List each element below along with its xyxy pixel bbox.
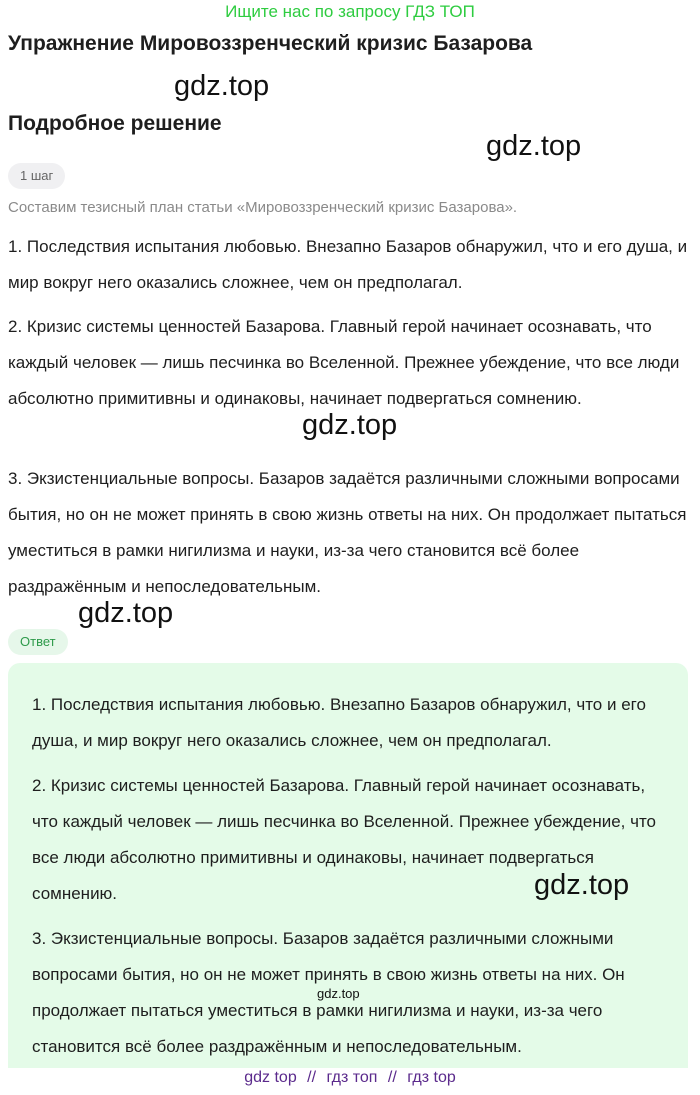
footer-separator: // (387, 1069, 397, 1086)
footer-link[interactable]: гдз топ (326, 1069, 378, 1086)
watermark: gdz.top (302, 409, 398, 441)
page-title: Упражнение Мировоззренческий кризис Базарова (8, 32, 533, 55)
footer-separator: // (307, 1069, 317, 1086)
footer-link[interactable]: гдз top (407, 1069, 456, 1086)
watermark: gdz.top (317, 986, 360, 1001)
watermark: gdz.top (174, 70, 270, 102)
section-title: Подробное решение (8, 112, 222, 135)
step-badge: 1 шаг (8, 163, 65, 189)
footer-link[interactable]: gdz top (244, 1069, 297, 1086)
answer-paragraph: 1. Последствия испытания любовью. Внезапно Базаров обнаружил, что и его душа, и мир вокруг него оказались сложнее, чем он предполагал. (32, 695, 646, 750)
watermark: gdz.top (486, 130, 582, 162)
answer-paragraph: 2. Кризис системы ценностей Базарова. Главный герой начинает осознавать, что каждый человек — лишь песчинка во Вселенной. Прежнее убеждение, что все люди абсолютно примитивны и одинаковы, начинает подвергаться сомнению. (32, 776, 657, 903)
watermark: gdz.top (78, 597, 174, 629)
footer-links (0, 1069, 700, 1087)
solution-paragraph: 2. Кризис системы ценностей Базарова. Главный герой начинает осознавать, что каждый человек — лишь песчинка во Вселенной. Прежнее убеждение, что все люди абсолютно примитивны и одинаковы, начинает подвергаться сомнению. (8, 317, 680, 408)
answer-paragraph: 3. Экзистенциальные вопросы. Базаров задаётся различными сложными вопросами бытия, но он не может принять в свою жизнь ответы на них. Он продолжает пытаться уместиться в рамки нигилизма и науки, из-за чего становится всё более раздражённым и непоследовательным. (32, 929, 625, 1056)
solution-intro: Составим тезисный план статьи «Мировоззренческий кризис Базарова». (8, 199, 518, 216)
solution-paragraph: 1. Последствия испытания любовью. Внезапно Базаров обнаружил, что и его душа, и мир вокруг него оказались сложнее, чем он предполагал. (8, 237, 688, 292)
answer-badge: Ответ (8, 629, 68, 655)
search-banner: Ищите нас по запросу ГДЗ ТОП (225, 2, 475, 21)
solution-paragraph: 3. Экзистенциальные вопросы. Базаров задаётся различными сложными вопросами бытия, но он не может принять в свою жизнь ответы на них. Он продолжает пытаться уместиться в рамки нигилизма и науки, из-за чего становится всё более раздражённым и непоследовательным. (8, 469, 687, 596)
watermark: gdz.top (534, 869, 630, 901)
